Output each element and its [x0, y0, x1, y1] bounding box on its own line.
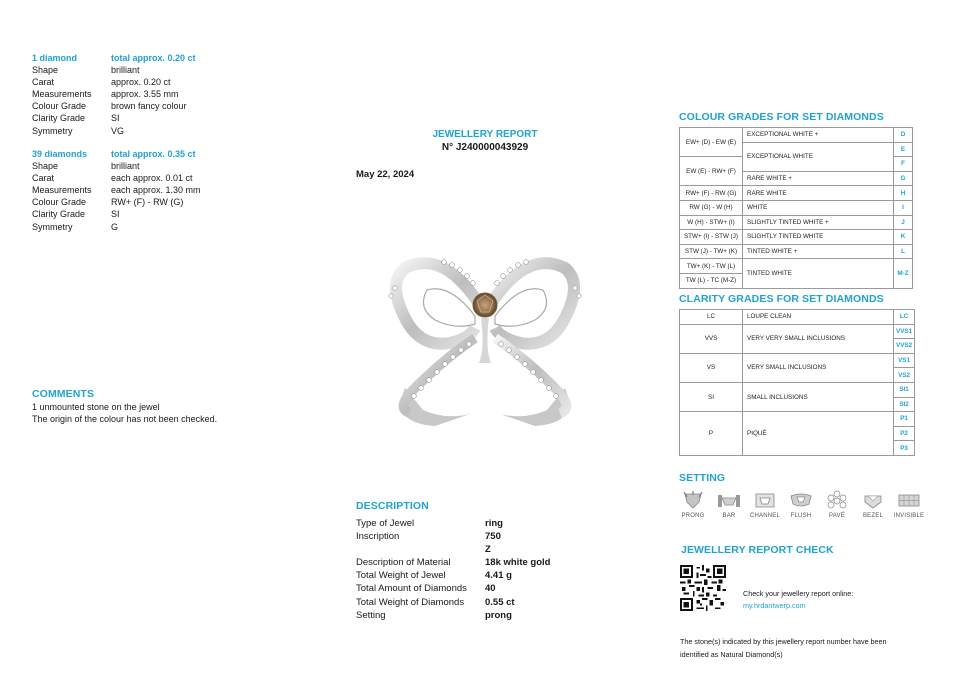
- setting-label: CHANNEL: [749, 513, 781, 519]
- clarity-abbr-cell: P: [680, 412, 743, 456]
- colour-range-cell: RW (G) - W (H): [680, 200, 743, 215]
- clarity-code-cell: VVS1: [894, 324, 915, 339]
- setting-label: PRONG: [681, 513, 705, 519]
- setting-bezel: [856, 490, 890, 519]
- report-number: N° J240000043929: [441, 142, 529, 153]
- main-diamond-count: 1 diamond: [32, 53, 78, 63]
- colour-name-cell: RARE WHITE: [743, 186, 894, 201]
- qr-code[interactable]: [680, 565, 726, 611]
- small-diamonds-count: 39 diamonds: [32, 149, 88, 159]
- natural-diamond-note: [680, 636, 887, 661]
- colour-name-cell: TINTED WHITE: [743, 259, 894, 288]
- description-value: 0.55 ct: [485, 596, 515, 608]
- report-date: May 22, 2024: [356, 169, 415, 180]
- clarity-name-cell: VERY SMALL INCLUSIONS: [743, 353, 894, 382]
- comments-section: [32, 388, 217, 425]
- colour-grades-table: [679, 127, 913, 289]
- detail-label: Carat: [32, 173, 55, 184]
- detail-label: Carat: [32, 77, 55, 88]
- colour-code-cell: J: [894, 215, 913, 230]
- colour-code-cell: E: [894, 142, 913, 157]
- colour-range-cell: W (H) - STW+ (I): [680, 215, 743, 230]
- small-diamonds-total: total approx. 0.35 ct: [111, 149, 196, 159]
- description-label: Total Amount of Diamonds: [356, 583, 467, 595]
- description-value: 4.41 g: [485, 570, 512, 582]
- setting-pave: [820, 490, 854, 519]
- description-label: Inscription: [356, 531, 400, 543]
- colour-range-cell: STW (J) - TW+ (K): [680, 244, 743, 259]
- setting-label: FLUSH: [790, 513, 812, 519]
- invisible-setting-icon: [897, 490, 921, 510]
- bar-setting-icon: [717, 490, 741, 510]
- clarity-code-cell: VS2: [894, 368, 915, 383]
- colour-code-cell: G: [894, 171, 913, 186]
- colour-code-cell: D: [894, 128, 913, 143]
- prong-setting-icon: [681, 490, 705, 510]
- main-diamond-total: total approx. 0.20 ct: [111, 53, 196, 63]
- description-label: Setting: [356, 609, 386, 621]
- description-value: Z: [485, 544, 491, 556]
- setting-types: [676, 490, 926, 519]
- clarity-name-cell: VERY VERY SMALL INCLUSIONS: [743, 324, 894, 353]
- detail-value: RW+ (F) - RW (G): [111, 197, 184, 208]
- channel-setting-icon: [753, 490, 777, 510]
- clarity-abbr-cell: VS: [680, 353, 743, 382]
- colour-name-cell: EXCEPTIONAL WHITE: [743, 142, 894, 171]
- ring-photo: [375, 238, 595, 438]
- detail-label: Shape: [32, 161, 59, 172]
- description-value: 40: [485, 583, 496, 595]
- check-online-text: Check your jewellery report online:: [743, 589, 854, 598]
- detail-value: approx. 3.55 mm: [111, 89, 179, 100]
- clarity-code-cell: P3: [894, 441, 915, 456]
- colour-range-cell: EW+ (D) - EW (E): [680, 128, 743, 157]
- detail-label: Measurements: [32, 185, 92, 196]
- setting-label: PAVÉ: [829, 513, 845, 519]
- description-value: prong: [485, 609, 512, 621]
- setting-channel: [748, 490, 782, 519]
- colour-code-cell: I: [894, 200, 913, 215]
- detail-label: Clarity Grade: [32, 209, 86, 220]
- colour-name-cell: EXCEPTIONAL WHITE +: [743, 128, 894, 143]
- detail-label: Symmetry: [32, 125, 73, 136]
- detail-label: Colour Grade: [32, 101, 87, 112]
- detail-value: brown fancy colour: [111, 101, 187, 112]
- detail-value: VG: [111, 125, 125, 136]
- clarity-abbr-cell: VVS: [680, 324, 743, 353]
- report-check-title: JEWELLERY REPORT CHECK: [681, 544, 834, 556]
- setting-flush: [784, 490, 818, 519]
- footer-line: The stone(s) indicated by this jewellery report number have been: [680, 637, 887, 646]
- colour-code-cell: F: [894, 157, 913, 172]
- clarity-name-cell: SMALL INCLUSIONS: [743, 382, 894, 411]
- colour-range-cell: TW (L) - TC (M-Z): [680, 273, 743, 288]
- clarity-code-cell: P1: [894, 412, 915, 427]
- detail-value: G: [111, 221, 119, 232]
- description-value: ring: [485, 518, 503, 529]
- detail-value: brilliant: [111, 65, 140, 76]
- clarity-code-cell: VS1: [894, 353, 915, 368]
- comment-line: The origin of the colour has not been checked.: [32, 413, 218, 424]
- clarity-abbr-cell: SI: [680, 382, 743, 411]
- colour-code-cell: H: [894, 186, 913, 201]
- comment-line: 1 unmounted stone on the jewel: [32, 402, 160, 412]
- colour-name-cell: TINTED WHITE +: [743, 244, 894, 259]
- description-label: Type of Jewel: [356, 518, 415, 529]
- footer-line: identified as Natural Diamond(s): [680, 649, 783, 659]
- pave-setting-icon: [825, 490, 849, 510]
- description-title: DESCRIPTION: [356, 500, 429, 512]
- colour-name-cell: SLIGHTLY TINTED WHITE: [743, 230, 894, 245]
- description-label: [356, 543, 485, 556]
- colour-code-cell: K: [894, 230, 913, 245]
- description-value: 18k white gold: [485, 557, 551, 569]
- detail-value: brilliant: [111, 161, 140, 172]
- detail-value: each approx. 1.30 mm: [111, 185, 201, 196]
- detail-label: Clarity Grade: [32, 113, 86, 124]
- colour-range-cell: TW+ (K) - TW (L): [680, 259, 743, 274]
- description-label: Total Weight of Diamonds: [356, 596, 465, 608]
- detail-label: Shape: [32, 65, 59, 76]
- setting-title: SETTING: [679, 472, 726, 484]
- colour-range-cell: EW (E) - RW+ (F): [680, 157, 743, 186]
- setting-label: INVISIBLE: [893, 513, 925, 519]
- check-online-link[interactable]: my.hrdantwerp.com: [743, 601, 806, 610]
- colour-name-cell: WHITE: [743, 200, 894, 215]
- clarity-code-cell: SI1: [894, 382, 915, 397]
- clarity-code-cell: P2: [894, 426, 915, 441]
- comments-title: COMMENTS: [32, 388, 95, 400]
- clarity-grades-title: CLARITY GRADES FOR SET DIAMONDS: [679, 293, 884, 305]
- description-value: 750: [485, 531, 501, 543]
- colour-range-cell: RW+ (F) - RW (G): [680, 186, 743, 201]
- setting-prong: [676, 490, 710, 519]
- description-label: Description of Material: [356, 557, 451, 569]
- flush-setting-icon: [789, 490, 813, 510]
- clarity-code-cell: LC: [894, 310, 915, 325]
- colour-name-cell: RARE WHITE +: [743, 171, 894, 186]
- setting-label: BAR: [722, 513, 736, 519]
- description-label: Total Weight of Jewel: [356, 570, 446, 582]
- colour-name-cell: SLIGHTLY TINTED WHITE +: [743, 215, 894, 230]
- small-diamonds-details: [32, 148, 201, 233]
- detail-label: Colour Grade: [32, 197, 87, 208]
- colour-grades-title: COLOUR GRADES FOR SET DIAMONDS: [679, 111, 884, 123]
- clarity-code-cell: VVS2: [894, 339, 915, 354]
- main-diamond-details: [32, 52, 196, 137]
- clarity-code-cell: SI2: [894, 397, 915, 412]
- detail-value: SI: [111, 209, 120, 220]
- clarity-grades-table: [679, 309, 915, 456]
- colour-code-cell: L: [894, 244, 913, 259]
- description-details: [356, 517, 550, 622]
- setting-label: BEZEL: [862, 513, 883, 519]
- report-title: JEWELLERY REPORT: [432, 129, 538, 140]
- bezel-setting-icon: [861, 490, 885, 510]
- clarity-abbr-cell: LC: [680, 310, 743, 325]
- setting-invisible: [892, 490, 926, 519]
- detail-label: Symmetry: [32, 221, 73, 232]
- setting-bar: [712, 490, 746, 519]
- colour-range-cell: STW+ (I) - STW (J): [680, 230, 743, 245]
- detail-value: each approx. 0.01 ct: [111, 173, 193, 184]
- detail-value: SI: [111, 113, 120, 124]
- detail-value: approx. 0.20 ct: [111, 77, 171, 88]
- clarity-name-cell: LOUPE CLEAN: [743, 310, 894, 325]
- detail-label: Measurements: [32, 89, 92, 100]
- clarity-name-cell: PIQUÉ: [743, 412, 894, 456]
- colour-code-cell: M-Z: [894, 259, 913, 288]
